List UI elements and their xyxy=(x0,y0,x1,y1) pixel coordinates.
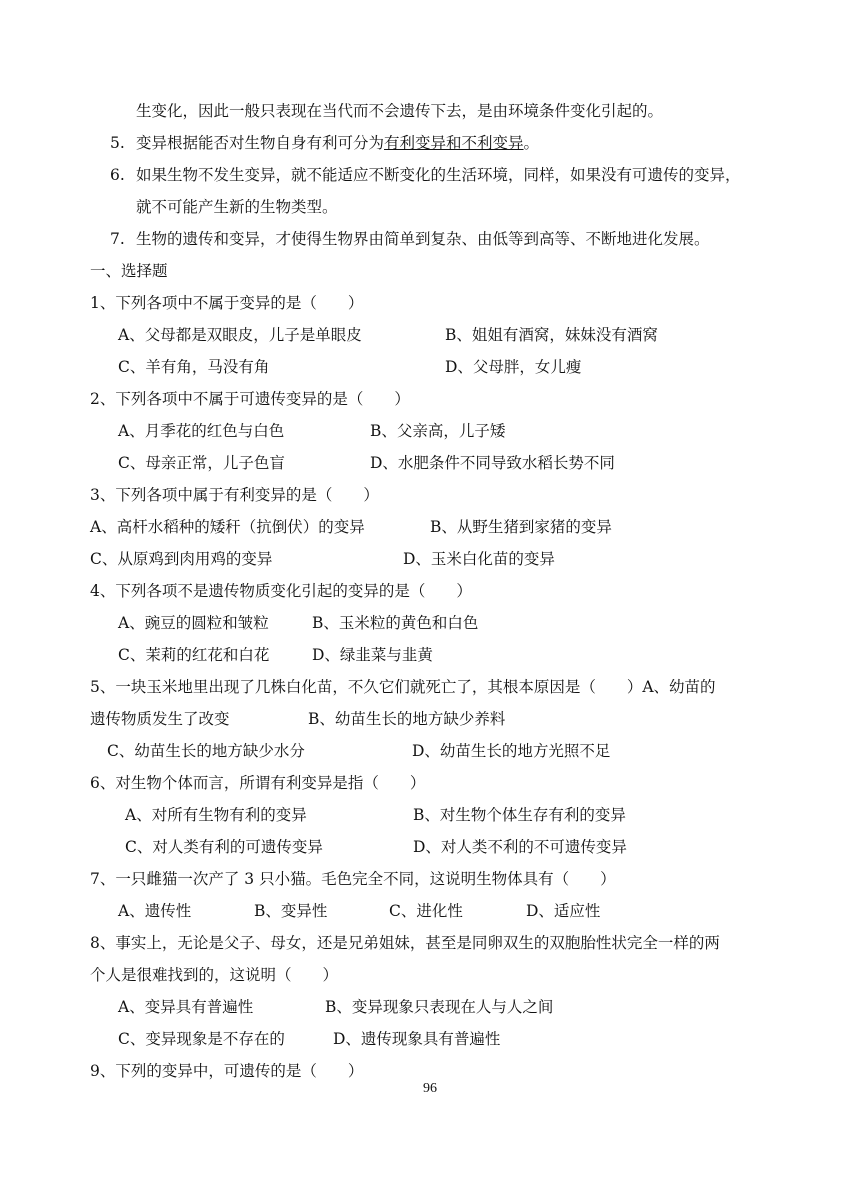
question-1-stem: 1、下列各项中不属于变异的是（ ） xyxy=(90,294,364,312)
note-5-underlined: 有利变异和不利变异 xyxy=(384,134,524,152)
note-5-text: 变异根据能否对生物自身有利可分为 xyxy=(136,134,385,152)
note-6-line1 xyxy=(110,165,741,185)
question-6-option-d: D、对人类不利的不可遗传变异 xyxy=(413,838,627,856)
question-9-stem: 9、下列的变异中，可遗传的是（ ） xyxy=(90,1062,364,1080)
question-8-option-d: D、遗传现象具有普遍性 xyxy=(333,1030,501,1048)
note-5 xyxy=(110,133,539,153)
question-2-option-a: A、月季花的红色与白色 xyxy=(118,422,285,440)
note-6-line2: 就不可能产生新的生物类型。 xyxy=(136,198,338,216)
question-5-option-d: D、幼苗生长的地方光照不足 xyxy=(412,742,611,760)
question-3-stem: 3、下列各项中属于有利变异的是（ ） xyxy=(90,486,379,504)
question-3-option-b: B、从野生猪到家猪的变异 xyxy=(430,518,612,536)
question-2-stem: 2、下列各项中不属于可遗传变异的是（ ） xyxy=(90,390,410,408)
question-1-option-c: C、羊有角，马没有角 xyxy=(118,358,270,376)
question-4-option-b: B、玉米粒的黄色和白色 xyxy=(312,614,479,632)
question-6-option-c: C、对人类有利的可遗传变异 xyxy=(125,838,323,856)
question-2-option-b: B、父亲高，儿子矮 xyxy=(370,422,506,440)
note-7 xyxy=(110,229,710,249)
note-5-end: 。 xyxy=(523,134,540,152)
question-6-option-b: B、对生物个体生存有利的变异 xyxy=(413,806,626,824)
question-1-option-b: B、姐姐有酒窝，妹妹没有酒窝 xyxy=(445,326,658,344)
question-5-option-b: B、幼苗生长的地方缺少养料 xyxy=(308,710,506,728)
question-1-option-a: A、父母都是双眼皮，儿子是单眼皮 xyxy=(118,326,362,344)
question-3-option-d: D、玉米白化苗的变异 xyxy=(403,550,555,568)
note-7-number: 7. xyxy=(110,230,125,248)
note-4-continuation: 生变化，因此一般只表现在当代而不会遗传下去，是由环境条件变化引起的。 xyxy=(136,102,664,120)
note-7-text: 生物的遗传和变异，才使得生物界由简单到复杂、由低等到高等、不断地进化发展。 xyxy=(136,230,710,248)
question-8-option-c: C、变异现象是不存在的 xyxy=(118,1030,285,1048)
question-8-stem-line2: 个人是很难找到的，这说明（ ） xyxy=(90,966,339,984)
question-5-stem-line1: 5、一块玉米地里出现了几株白化苗，不久它们就死亡了，其根本原因是（ ）A、幼苗的 xyxy=(90,678,716,696)
question-4-option-c: C、茉莉的红花和白花 xyxy=(118,646,270,664)
question-7-stem: 7、一只雌猫一次产了 3 只小猫。毛色完全不同，这说明生物体具有（ ） xyxy=(90,870,616,888)
question-5-stem-line2: 遗传物质发生了改变 xyxy=(90,710,230,728)
question-7-option-c: C、进化性 xyxy=(389,902,463,920)
note-6-number: 6. xyxy=(110,166,125,184)
note-5-number: 5. xyxy=(110,134,125,152)
question-7-option-d: D、适应性 xyxy=(526,902,601,920)
question-4-stem: 4、下列各项不是遗传物质变化引起的变异的是（ ） xyxy=(90,582,472,600)
question-8-stem-line1: 8、事实上，无论是父子、母女，还是兄弟姐妹，甚至是同卵双生的双胞胎性状完全一样的两 xyxy=(90,934,720,952)
question-7-option-a: A、遗传性 xyxy=(118,902,192,920)
question-2-option-d: D、水肥条件不同导致水稻长势不同 xyxy=(370,454,615,472)
question-4-option-d: D、绿韭菜与韭黄 xyxy=(312,646,433,664)
question-8-option-b: B、变异现象只表现在人与人之间 xyxy=(325,998,554,1016)
question-8-option-a: A、变异具有普遍性 xyxy=(118,998,254,1016)
question-2-option-c: C、母亲正常，儿子色盲 xyxy=(118,454,285,472)
section-title: 一、选择题 xyxy=(90,262,168,280)
question-4-option-a: A、豌豆的圆粒和皱粒 xyxy=(118,614,269,632)
question-1-option-d: D、父母胖，女儿瘦 xyxy=(445,358,582,376)
question-3-option-a: A、高杆水稻种的矮秆（抗倒伏）的变异 xyxy=(90,518,365,536)
page-number: 96 xyxy=(423,1081,437,1096)
question-5-option-c: C、幼苗生长的地方缺少水分 xyxy=(107,742,305,760)
question-7-option-b: B、变异性 xyxy=(254,902,328,920)
question-6-option-a: A、对所有生物有利的变异 xyxy=(125,806,307,824)
note-6-text1: 如果生物不发生变异，就不能适应不断变化的生活环境，同样，如果没有可遗传的变异， xyxy=(136,166,741,184)
question-3-option-c: C、从原鸡到肉用鸡的变异 xyxy=(90,550,273,568)
question-6-stem: 6、对生物个体而言，所谓有利变异是指（ ） xyxy=(90,774,426,792)
